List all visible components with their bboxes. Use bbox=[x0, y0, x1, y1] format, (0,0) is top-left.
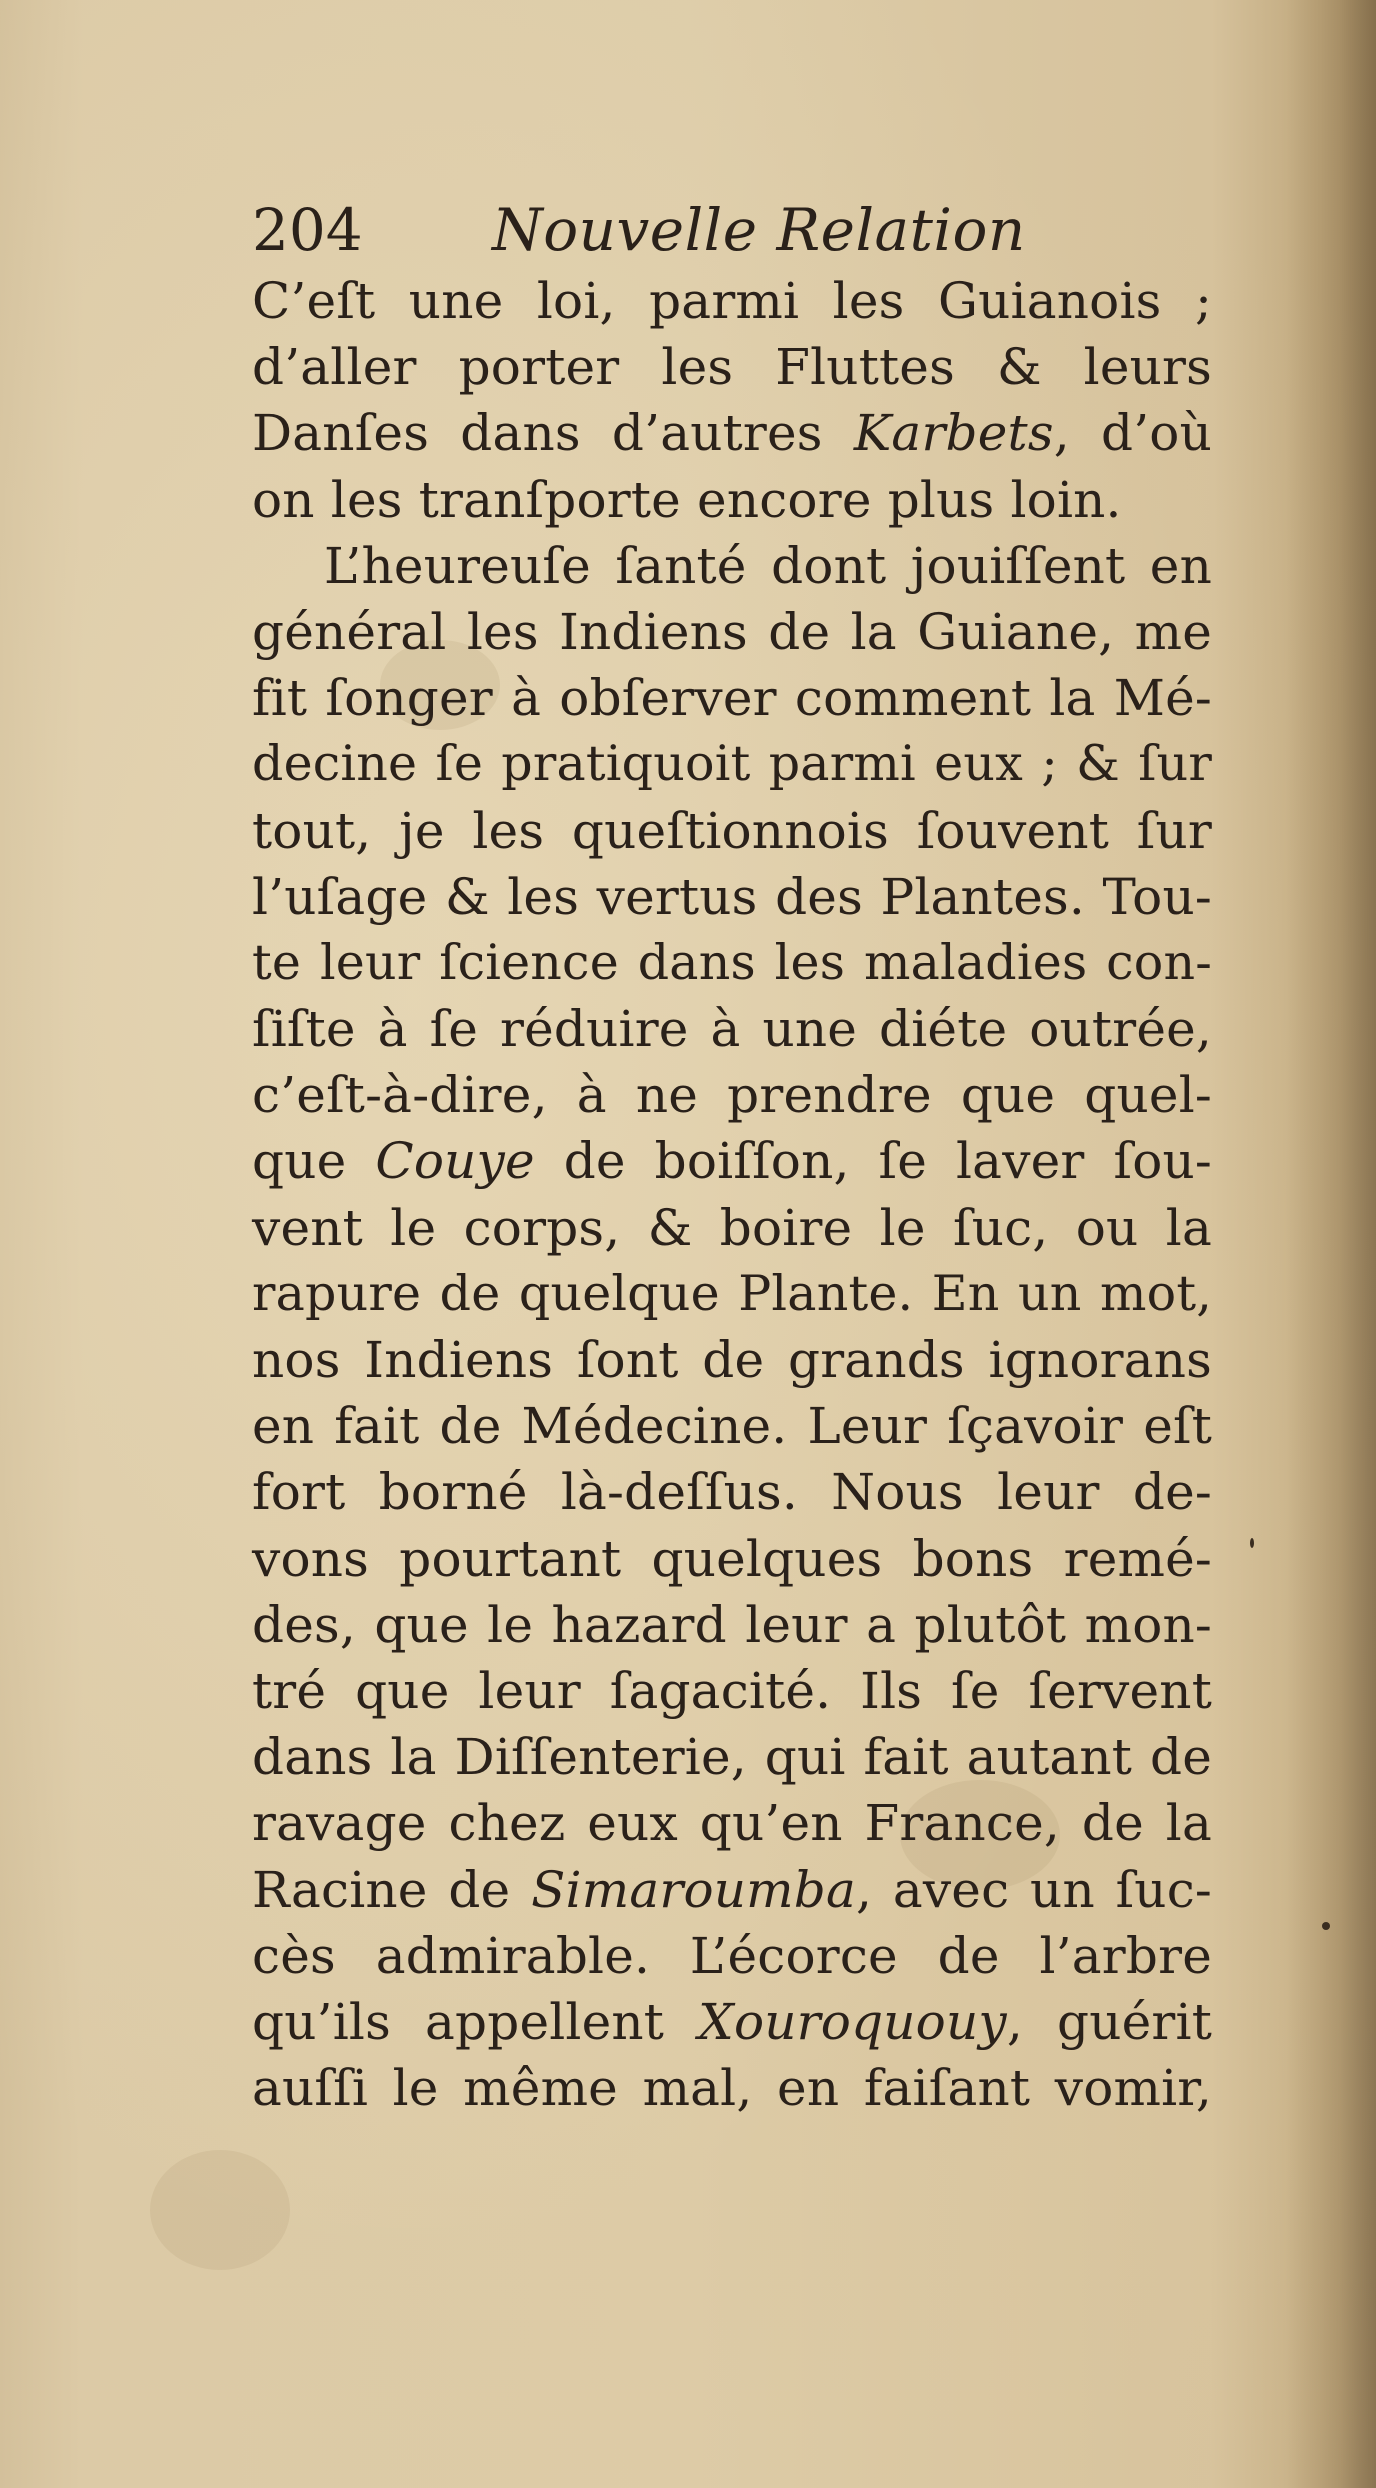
paragraph-end-line: on les tranſporte encore plus loin. bbox=[252, 470, 1122, 529]
text-line: ravage chez eux qu’en France, de la bbox=[252, 1794, 1212, 1853]
text-line: dans la Diſſenterie, qui fait autant de bbox=[252, 1728, 1212, 1787]
text-line: rapure de quelque Plante. En un mot, bbox=[252, 1264, 1212, 1322]
text-line: ſiſte à ſe réduire à une diéte outrée, bbox=[252, 1000, 1212, 1059]
paper-stain bbox=[150, 2150, 290, 2270]
text-line: tré que leur ſagacité. Ils ſe ſervent bbox=[252, 1661, 1212, 1720]
text-line: Danſes dans d’autres Karbets, d’où bbox=[252, 404, 1212, 463]
text-line: des, que le hazard leur a plutôt mon- bbox=[252, 1595, 1212, 1654]
text-line: nos Indiens ſont de grands ignorans bbox=[252, 1331, 1212, 1389]
running-head bbox=[252, 190, 1052, 270]
ink-speck bbox=[1322, 1922, 1330, 1930]
text-line: fort borné là-deſſus. Nous leur de- bbox=[252, 1463, 1212, 1522]
text-line: l’uſage & les vertus des Plantes. Tou- bbox=[252, 867, 1212, 926]
text-line: decine ſe pratiquoit parmi eux ; & ſur bbox=[252, 735, 1212, 793]
text-line: qu’ils appellent Xouroquouy, guérit bbox=[252, 1992, 1212, 2051]
text-line: que Couye de boiſſon, ſe laver ſou- bbox=[252, 1132, 1212, 1191]
page-edge-shadow bbox=[1286, 0, 1376, 2488]
text-line: Racine de Simaroumba, avec un ſuc- bbox=[252, 1860, 1212, 1919]
paragraph-start-line: L’heureuſe ſanté dont jouiſſent en bbox=[324, 536, 1212, 595]
italic-term: Simaroumba bbox=[531, 1860, 856, 1919]
body-text bbox=[252, 268, 1212, 2121]
ink-speck bbox=[1250, 1538, 1254, 1548]
text-line: d’aller porter les Fluttes & leurs bbox=[252, 338, 1212, 397]
italic-term: Couye bbox=[375, 1132, 535, 1191]
italic-term: Xouroquouy bbox=[698, 1992, 1007, 2051]
text-line: général les Indiens de la Guiane, me bbox=[252, 602, 1212, 661]
text-line: tout, je les queſtionnois ſouvent ſur bbox=[252, 801, 1212, 860]
text-line: vent le corps, & boire le ſuc, ou la bbox=[252, 1198, 1212, 1257]
page-number: 204 bbox=[252, 196, 363, 264]
text-line: auſſi le même mal, en faiſant vomir, bbox=[252, 2059, 1212, 2118]
text-line: en fait de Médecine. Leur ſçavoir eſt bbox=[252, 1397, 1212, 1456]
running-title: Nouvelle Relation bbox=[492, 196, 1026, 264]
text-line: c’eſt-à-dire, à ne prendre que quel- bbox=[252, 1066, 1212, 1125]
text-line: vons pourtant quelques bons remé- bbox=[252, 1529, 1212, 1588]
text-line: C’eſt une loi, parmi les Guianois ; bbox=[252, 272, 1212, 330]
text-line: fit ſonger à obſerver comment la Mé- bbox=[252, 669, 1212, 728]
italic-term: Karbets bbox=[853, 404, 1054, 463]
text-line: cès admirable. L’écorce de l’arbre bbox=[252, 1926, 1212, 1985]
text-line: te leur ſcience dans les maladies con- bbox=[252, 933, 1212, 991]
